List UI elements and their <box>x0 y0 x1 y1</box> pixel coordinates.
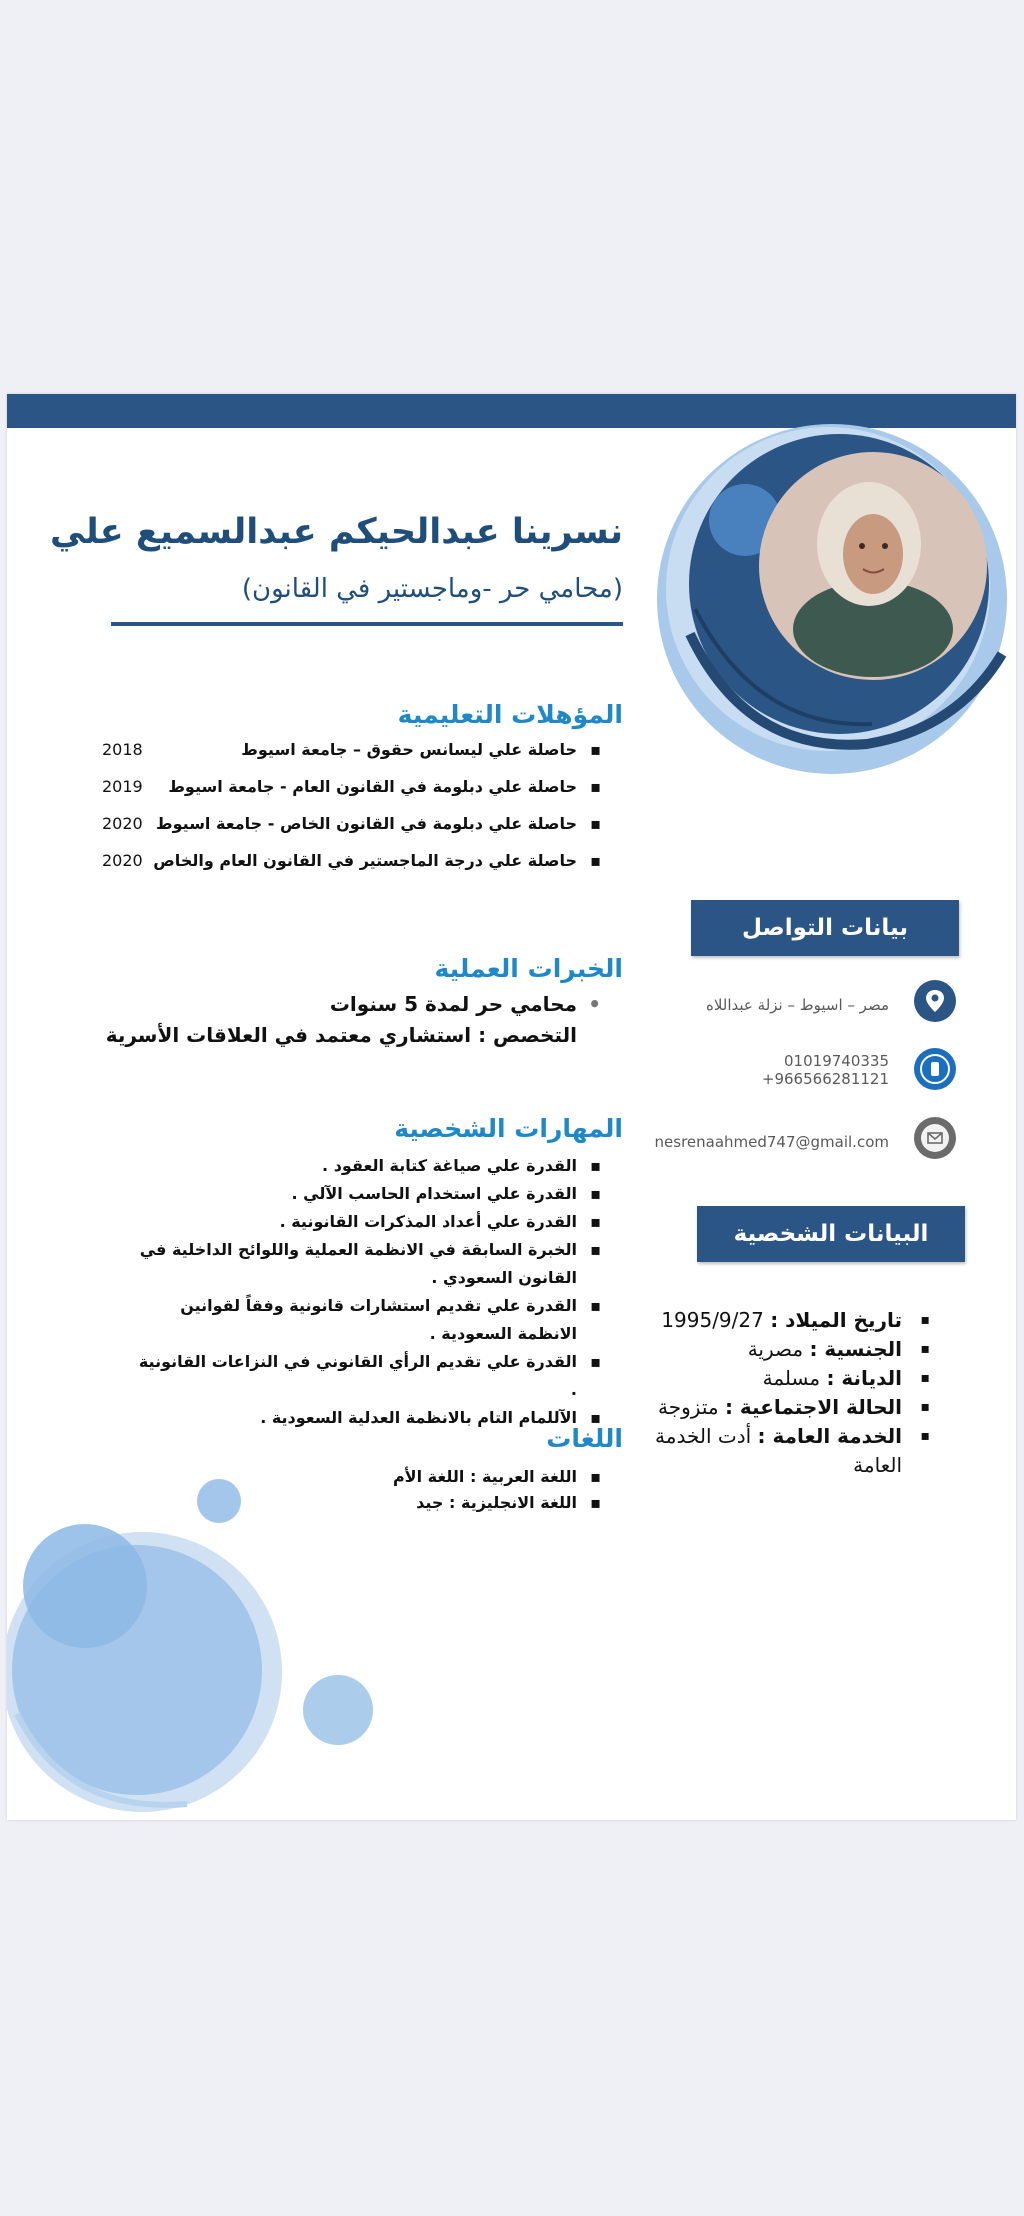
experience-block <box>105 992 601 1054</box>
education-year: 2018 <box>102 740 143 759</box>
bottom-circle-decoration <box>7 1454 387 1820</box>
skills-heading: المهارات الشخصية <box>394 1114 623 1143</box>
list-item: ▪ القدرة علي تقديم الرأي القانوني في النزاعات القانونية . <box>131 1348 601 1404</box>
profile-circle-decoration <box>607 424 1016 784</box>
phone-row <box>677 1043 957 1097</box>
list-item: ▪ حاصلة علي دبلومة في القانون الخاص - جامعة اسيوط 2020 <box>102 814 601 851</box>
education-year: 2019 <box>102 777 143 796</box>
list-item: ▪ تاريخ الميلاد : 1995/9/27 <box>650 1306 930 1335</box>
list-item: • محامي حر لمدة 5 سنوات <box>329 992 601 1016</box>
full-name: نسرينا عبدالحيكم عبدالسميع علي <box>50 512 623 552</box>
list-item: ▪ الجنسية : مصرية <box>650 1335 930 1364</box>
experience-specialty: التخصص : استشاري معتمد في العلاقات الأسرية <box>105 1023 577 1047</box>
title-divider <box>111 622 623 626</box>
address-text: مصر – اسيوط – نزلة عبداللاه <box>705 996 889 1014</box>
list-item: ▪ الديانة : مسلمة <box>650 1364 930 1393</box>
experience-heading: الخبرات العملية <box>434 954 623 983</box>
resume-page <box>7 394 1016 1820</box>
list-item: ▪ الخبرة السابقة في الانظمة العملية واللوائح الداخلية في القانون السعودي . <box>131 1236 601 1292</box>
email-text: nesrenaahmed747@gmail.com <box>654 1133 889 1151</box>
job-subtitle: (محامي حر -وماجستير في القانون) <box>241 574 623 604</box>
list-item: ▪ القدرة علي أعداد المذكرات القانونية . <box>131 1208 601 1236</box>
list-item: ▪ حاصلة علي ليسانس حقوق – جامعة اسيوط 2018 <box>102 740 601 777</box>
education-heading: المؤهلات التعليمية <box>397 700 623 729</box>
list-item: ▪ القدرة علي استخدام الحاسب الآلي . <box>131 1180 601 1208</box>
personal-list <box>650 1306 930 1480</box>
email-row <box>654 1116 957 1166</box>
phone-secondary: +966566281121 <box>761 1070 889 1088</box>
languages-heading: اللغات <box>546 1424 623 1453</box>
phone-icon <box>913 1047 957 1091</box>
education-list <box>102 740 601 888</box>
skills-list <box>131 1152 601 1432</box>
email-icon <box>913 1116 957 1160</box>
education-year: 2020 <box>102 814 143 833</box>
phone-primary: 01019740335 <box>784 1052 889 1070</box>
list-item: ▪ حاصلة علي درجة الماجستير في القانون العام والخاص 2020 <box>102 851 601 888</box>
list-item: ▪ حاصلة علي دبلومة في القانون العام - جامعة اسيوط 2019 <box>102 777 601 814</box>
list-item: ▪ القدرة علي صياغة كتابة العقود . <box>131 1152 601 1180</box>
list-item: ▪ الحالة الاجتماعية : متزوجة <box>650 1393 930 1422</box>
personal-heading: البيانات الشخصية <box>697 1206 965 1262</box>
location-pin-icon <box>913 979 957 1023</box>
list-item: ▪ الآللمام التام بالانظمة العدلية السعودية . <box>131 1404 601 1432</box>
list-item: ▪ اللغة الانجليزية : جيد <box>301 1490 601 1516</box>
list-item: ▪ القدرة علي تقديم استشارات قانونية وفقاً لقوانين الانظمة السعودية . <box>131 1292 601 1348</box>
list-item: ▪ الخدمة العامة : أدت الخدمة العامة <box>650 1422 930 1480</box>
contact-heading: بيانات التواصل <box>691 900 959 956</box>
top-banner <box>7 394 1016 428</box>
education-year: 2020 <box>102 851 143 870</box>
list-item: ▪ اللغة العربية : اللغة الأم <box>301 1464 601 1490</box>
address-row <box>677 979 957 1029</box>
